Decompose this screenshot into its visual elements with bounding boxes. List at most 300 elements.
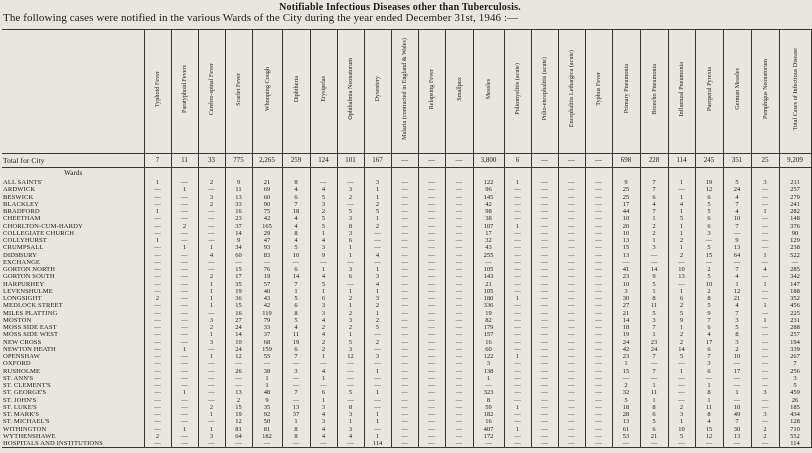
table-cell: — — [445, 317, 473, 324]
table-cell: — — [418, 317, 445, 324]
table-cell: 5 — [723, 324, 751, 331]
column-header-label: Ophthalmia Neonatorum — [347, 58, 354, 120]
table-cell: — — [391, 237, 418, 244]
table-cell: 8 — [282, 310, 310, 317]
table-cell: — — [558, 215, 585, 222]
table-row — [2, 252, 811, 259]
table-cell: 4 — [282, 223, 310, 230]
total-cell: 25 — [751, 154, 779, 168]
table-cell: 3 — [198, 433, 225, 440]
table-cell: 14 — [225, 230, 252, 237]
table-cell: — — [558, 389, 585, 396]
table-cell: — — [531, 194, 558, 201]
table-cell: 15 — [695, 426, 723, 433]
table-cell: — — [531, 288, 558, 295]
column-header — [668, 30, 695, 154]
table-cell: — — [585, 215, 612, 222]
table-cell: — — [585, 186, 612, 193]
table-row — [2, 273, 811, 280]
ward-name: MEDLOCK STREET — [2, 302, 144, 309]
column-header-label: Typhoid Fever — [154, 70, 161, 108]
ward-name: ST. JOHN'S — [2, 397, 144, 404]
table-cell: — — [337, 440, 364, 448]
table-cell: — — [391, 295, 418, 302]
table-cell: 1 — [337, 288, 364, 295]
table-cell: 17 — [612, 201, 640, 208]
blank-cell — [612, 168, 640, 180]
table-cell: 7 — [695, 353, 723, 360]
ward-name: GORTON SOUTH — [2, 273, 144, 280]
table-cell: — — [504, 288, 531, 295]
table-cell: 1 — [504, 223, 531, 230]
table-cell: 4 — [198, 252, 225, 259]
table-cell: 42 — [612, 346, 640, 353]
column-header-label: Encephalitis Lethargica (acute) — [568, 50, 575, 128]
table-cell: — — [751, 295, 779, 302]
table-cell: 3 — [198, 194, 225, 201]
table-cell: 3 — [364, 273, 391, 280]
table-cell: 3 — [310, 244, 337, 251]
table-cell: 3 — [640, 317, 668, 324]
table-cell: — — [668, 281, 695, 288]
table-row — [2, 339, 811, 346]
table-cell: — — [445, 433, 473, 440]
table-cell: — — [391, 281, 418, 288]
table-cell: — — [391, 397, 418, 404]
table-cell: 10 — [612, 230, 640, 237]
table-cell: — — [531, 179, 558, 186]
table-cell: — — [612, 259, 640, 266]
table-cell: 1 — [668, 324, 695, 331]
table-cell: 2 — [364, 317, 391, 324]
table-cell: 1 — [310, 288, 337, 295]
table-cell: — — [445, 223, 473, 230]
table-cell: 5 — [668, 310, 695, 317]
table-row — [2, 360, 811, 367]
table-cell: 8 — [640, 404, 668, 411]
table-cell: 2 — [198, 404, 225, 411]
table-cell: — — [144, 273, 171, 280]
column-header — [252, 30, 282, 154]
table-cell: 5 — [695, 201, 723, 208]
table-cell: — — [144, 317, 171, 324]
table-cell: — — [418, 281, 445, 288]
column-header — [558, 30, 585, 154]
table-cell: — — [391, 317, 418, 324]
table-cell: — — [445, 331, 473, 338]
table-cell: 148 — [779, 215, 811, 222]
table-cell: — — [531, 244, 558, 251]
table-cell: — — [391, 426, 418, 433]
table-cell: 24 — [723, 186, 751, 193]
table-cell: 3 — [337, 230, 364, 237]
table-cell: — — [445, 273, 473, 280]
table-cell: 2 — [198, 201, 225, 208]
total-cell: 11 — [171, 154, 198, 168]
table-cell: 3 — [198, 317, 225, 324]
table-cell: 2 — [171, 223, 198, 230]
table-cell: — — [695, 237, 723, 244]
table-cell: 59 — [473, 404, 504, 411]
table-cell: — — [337, 281, 364, 288]
table-cell: — — [531, 346, 558, 353]
table-cell: — — [418, 389, 445, 396]
table-cell: 3 — [473, 360, 504, 367]
blank-cell — [171, 168, 198, 180]
table-cell: 3 — [337, 317, 364, 324]
table-cell: — — [751, 360, 779, 367]
table-cell: — — [640, 252, 668, 259]
table-cell: 710 — [779, 426, 811, 433]
ward-name: COLLEGIATE CHURCH — [2, 230, 144, 237]
table-cell: — — [445, 259, 473, 266]
table-cell: — — [418, 194, 445, 201]
table-row — [2, 331, 811, 338]
table-cell: 19 — [252, 273, 282, 280]
table-cell: 225 — [779, 310, 811, 317]
table-cell: — — [418, 295, 445, 302]
table-cell: 238 — [779, 244, 811, 251]
table-cell: 1 — [310, 266, 337, 273]
table-cell: — — [418, 440, 445, 448]
table-cell: — — [445, 186, 473, 193]
ward-name: GORTON NORTH — [2, 266, 144, 273]
table-cell: 68 — [252, 339, 282, 346]
table-cell: 1 — [310, 230, 337, 237]
table-cell: — — [310, 179, 337, 186]
table-cell: — — [171, 331, 198, 338]
total-cell: 698 — [612, 154, 640, 168]
table-cell: 119 — [252, 310, 282, 317]
table-cell: — — [558, 266, 585, 273]
table-cell: 114 — [364, 440, 391, 448]
ward-name: ST. MARK'S — [2, 411, 144, 418]
table-cell: 7 — [779, 360, 811, 367]
table-cell: — — [391, 208, 418, 215]
table-cell: 4 — [723, 302, 751, 309]
table-cell: — — [171, 273, 198, 280]
table-cell: 5 — [310, 281, 337, 288]
table-cell: 552 — [779, 433, 811, 440]
table-cell: 122 — [473, 179, 504, 186]
table-cell: — — [504, 259, 531, 266]
table-cell: — — [504, 317, 531, 324]
table-cell: 4 — [310, 317, 337, 324]
table-cell: 5 — [723, 179, 751, 186]
table-cell: — — [723, 375, 751, 382]
total-cell: 245 — [695, 154, 723, 168]
total-label: Total for City — [2, 154, 144, 168]
table-cell: — — [558, 433, 585, 440]
table-row — [2, 397, 811, 404]
table-cell: 3 — [337, 411, 364, 418]
table-cell: 7 — [640, 368, 668, 375]
table-cell: 19 — [473, 310, 504, 317]
table-cell: 3 — [364, 353, 391, 360]
table-cell: — — [558, 397, 585, 404]
table-cell: 1 — [252, 382, 282, 389]
table-cell: 7 — [282, 201, 310, 208]
table-cell: 5 — [695, 302, 723, 309]
table-cell: 21 — [640, 433, 668, 440]
table-cell: 10 — [668, 426, 695, 433]
table-cell: — — [171, 208, 198, 215]
table-cell: 6 — [282, 346, 310, 353]
table-cell: 1 — [504, 426, 531, 433]
column-header-label: Paratyphoid Fevers — [181, 65, 188, 113]
table-cell: 16 — [225, 208, 252, 215]
table-cell: — — [531, 223, 558, 230]
table-cell: — — [668, 389, 695, 396]
table-cell: — — [418, 208, 445, 215]
table-cell: 29 — [252, 230, 282, 237]
table-cell: — — [558, 302, 585, 309]
table-cell: — — [585, 331, 612, 338]
table-cell: 2 — [198, 324, 225, 331]
table-cell: 1 — [198, 426, 225, 433]
table-cell: — — [531, 295, 558, 302]
table-cell: — — [585, 397, 612, 404]
table-row — [2, 433, 811, 440]
table-cell: — — [558, 295, 585, 302]
table-cell: 79 — [252, 317, 282, 324]
table-cell: 24 — [612, 339, 640, 346]
table-cell: 6 — [640, 426, 668, 433]
table-cell: 11 — [282, 331, 310, 338]
table-cell: — — [364, 331, 391, 338]
table-cell: — — [585, 295, 612, 302]
table-cell: — — [418, 433, 445, 440]
table-cell: — — [668, 382, 695, 389]
table-cell: 3 — [310, 201, 337, 208]
table-cell: 2 — [695, 266, 723, 273]
table-cell: — — [391, 375, 418, 382]
table-cell: 4 — [364, 281, 391, 288]
table-cell: 12 — [337, 353, 364, 360]
table-cell: — — [558, 440, 585, 448]
column-header — [171, 30, 198, 154]
table-cell: — — [531, 215, 558, 222]
column-header — [585, 30, 612, 154]
table-row — [2, 194, 811, 201]
table-cell: — — [445, 310, 473, 317]
total-cell: 2,265 — [252, 154, 282, 168]
table-cell: 5 — [640, 310, 668, 317]
table-cell: — — [558, 179, 585, 186]
table-cell: 15 — [225, 266, 252, 273]
table-cell: 255 — [473, 252, 504, 259]
table-cell: — — [531, 375, 558, 382]
table-cell: 1 — [668, 208, 695, 215]
table-cell: 1 — [668, 288, 695, 295]
ward-name: MOSTON — [2, 317, 144, 324]
table-cell: — — [171, 418, 198, 425]
table-cell: — — [504, 215, 531, 222]
table-cell: — — [558, 317, 585, 324]
table-cell: — — [418, 375, 445, 382]
table-cell: 4 — [310, 237, 337, 244]
table-cell: — — [445, 266, 473, 273]
table-cell: 4 — [640, 201, 668, 208]
table-row — [2, 426, 811, 433]
table-cell: — — [445, 324, 473, 331]
table-cell: — — [558, 208, 585, 215]
table-cell: — — [445, 368, 473, 375]
table-cell: 9 — [612, 179, 640, 186]
table-cell: 7 — [723, 310, 751, 317]
table-cell: — — [585, 440, 612, 448]
table-cell: — — [198, 397, 225, 404]
table-cell: 1 — [640, 331, 668, 338]
table-cell: — — [391, 302, 418, 309]
table-cell: — — [504, 230, 531, 237]
table-cell: 279 — [779, 194, 811, 201]
table-cell: 1 — [668, 223, 695, 230]
table-row — [2, 382, 811, 389]
table-cell: 69 — [252, 186, 282, 193]
total-cell: 33 — [198, 154, 225, 168]
total-cell: 259 — [282, 154, 310, 168]
table-cell: — — [585, 302, 612, 309]
table-cell: — — [558, 382, 585, 389]
table-cell: 352 — [779, 295, 811, 302]
table-cell: — — [171, 382, 198, 389]
table-cell: — — [391, 404, 418, 411]
table-cell: — — [171, 324, 198, 331]
ward-name: HARPURHEY — [2, 281, 144, 288]
table-cell: 459 — [779, 389, 811, 396]
blank-cell — [445, 168, 473, 180]
table-cell: 12 — [695, 433, 723, 440]
table-cell: — — [144, 426, 171, 433]
table-cell: 282 — [779, 208, 811, 215]
ward-name: BLACKLEY — [2, 201, 144, 208]
table-cell: — — [418, 324, 445, 331]
table-cell: 1 — [640, 215, 668, 222]
table-cell: — — [531, 208, 558, 215]
table-cell: 1 — [144, 237, 171, 244]
table-cell: — — [364, 237, 391, 244]
table-cell: 60 — [225, 252, 252, 259]
table-cell: 257 — [779, 186, 811, 193]
table-cell: — — [504, 324, 531, 331]
table-cell: — — [144, 324, 171, 331]
table-cell: — — [337, 368, 364, 375]
table-cell: 7 — [723, 266, 751, 273]
blank-cell — [504, 168, 531, 180]
table-cell: — — [445, 375, 473, 382]
table-cell: 1 — [695, 382, 723, 389]
table-cell: — — [558, 418, 585, 425]
table-cell: 4 — [668, 201, 695, 208]
table-cell: — — [558, 404, 585, 411]
table-cell: — — [751, 230, 779, 237]
table-cell: — — [751, 201, 779, 208]
table-cell: 4 — [282, 215, 310, 222]
table-cell: — — [391, 179, 418, 186]
table-cell: 23 — [225, 215, 252, 222]
ward-name: COLLYHURST — [2, 237, 144, 244]
table-cell: — — [198, 440, 225, 448]
table-cell: 5 — [282, 317, 310, 324]
table-cell: — — [171, 230, 198, 237]
table-cell: — — [751, 331, 779, 338]
table-cell: — — [144, 310, 171, 317]
table-cell: 1 — [668, 368, 695, 375]
table-cell: 4 — [310, 411, 337, 418]
document-title: Notifiable Infectious Diseases other than Tuberculosis. — [279, 2, 521, 13]
blank-cell — [668, 168, 695, 180]
table-cell: — — [337, 360, 364, 367]
table-row — [2, 223, 811, 230]
table-cell: 13 — [225, 389, 252, 396]
table-cell: 5 — [695, 273, 723, 280]
table-cell: — — [171, 411, 198, 418]
table-cell: — — [531, 418, 558, 425]
table-cell: 159 — [252, 346, 282, 353]
column-header-row — [2, 30, 811, 154]
table-cell: — — [171, 288, 198, 295]
table-cell: 24 — [225, 346, 252, 353]
table-cell: — — [418, 353, 445, 360]
table-cell: — — [723, 360, 751, 367]
table-cell: 288 — [779, 324, 811, 331]
table-cell: — — [445, 288, 473, 295]
table-cell: 1 — [198, 244, 225, 251]
table-cell: — — [751, 237, 779, 244]
table-cell: 10 — [282, 252, 310, 259]
table-cell: 6 — [282, 194, 310, 201]
table-cell: — — [418, 252, 445, 259]
table-cell: — — [695, 259, 723, 266]
table-cell: 2 — [310, 324, 337, 331]
table-cell: 37 — [282, 411, 310, 418]
table-cell: — — [531, 397, 558, 404]
column-header — [445, 30, 473, 154]
table-cell: 10 — [723, 215, 751, 222]
table-cell: — — [418, 426, 445, 433]
table-cell: — — [198, 310, 225, 317]
table-cell: 336 — [473, 302, 504, 309]
table-cell: — — [144, 353, 171, 360]
table-cell: — — [418, 331, 445, 338]
table-cell: 1 — [640, 237, 668, 244]
total-cell: — — [585, 154, 612, 168]
ward-name: NEWTON HEATH — [2, 346, 144, 353]
table-cell: 40 — [252, 288, 282, 295]
table-cell: 26 — [225, 368, 252, 375]
table-cell: — — [282, 375, 310, 382]
table-cell: 339 — [779, 346, 811, 353]
table-cell: 64 — [225, 433, 252, 440]
table-cell: 83 — [252, 252, 282, 259]
table-cell: — — [391, 223, 418, 230]
table-cell: 4 — [310, 368, 337, 375]
table-cell: — — [445, 440, 473, 448]
table-cell: 6 — [695, 368, 723, 375]
table-cell: — — [751, 288, 779, 295]
table-cell: — — [531, 389, 558, 396]
table-cell: — — [504, 418, 531, 425]
table-cell: — — [198, 375, 225, 382]
table-cell: 3 — [612, 288, 640, 295]
table-cell: 8 — [695, 295, 723, 302]
table-cell: — — [585, 237, 612, 244]
table-cell: 165 — [252, 223, 282, 230]
table-cell: — — [751, 259, 779, 266]
table-cell: 8 — [473, 397, 504, 404]
table-cell: 82 — [473, 317, 504, 324]
